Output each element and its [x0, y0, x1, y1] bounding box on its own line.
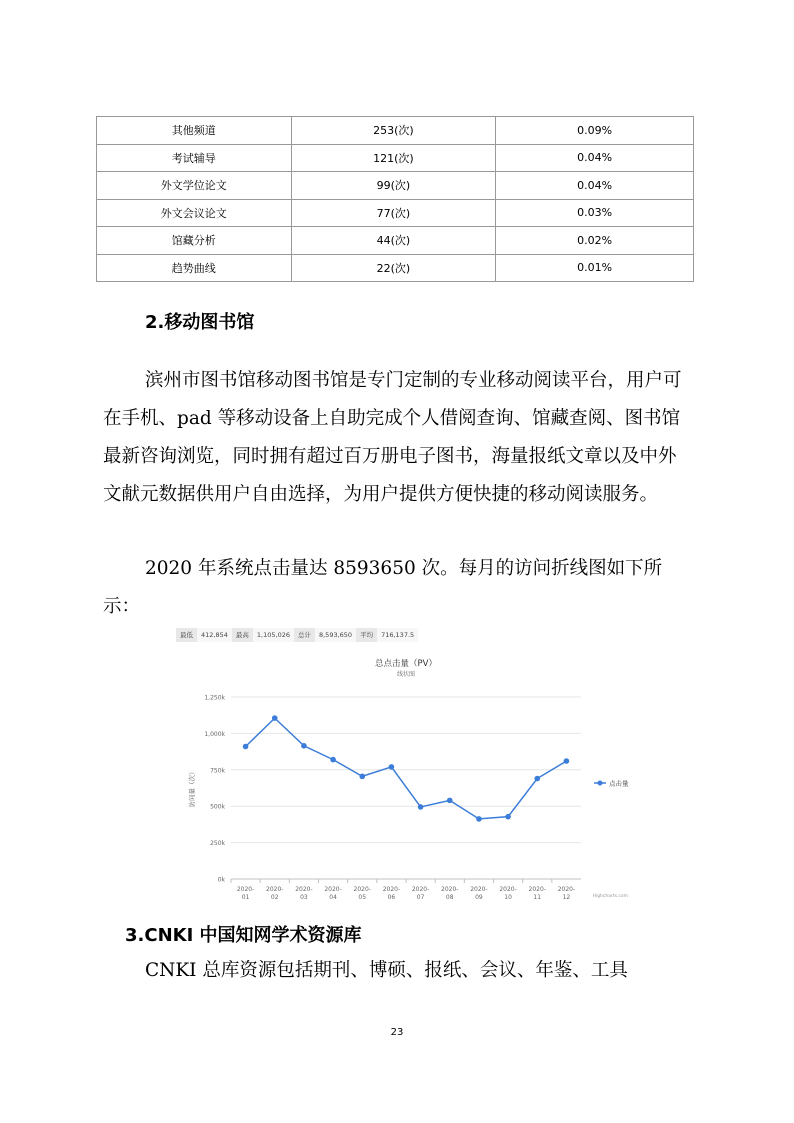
- data-point: [534, 776, 540, 782]
- x-tick-label: 2020-01: [236, 886, 255, 901]
- x-tick-label: 2020-12: [557, 886, 576, 901]
- x-tick-label: 2020-07: [411, 886, 430, 901]
- section2-paragraph: 滨州市图书馆移动图书馆是专门定制的专业移动阅读平台，用户可在手机、pad 等移动设备上自助完成个人借阅查询、馆藏查阅、图书馆最新咨询浏览，同时拥有超过百万册电子图书，海量报纸文章以及中外文献元数据供用户自由选择，为用户提供方便快捷的移动阅读服务。: [103, 370, 682, 505]
- cell-percent: 0.04%: [496, 172, 694, 200]
- legend-label: 点击量: [609, 779, 629, 788]
- y-tick-label: 0k: [217, 876, 225, 884]
- section3-heading: 3.CNKI 中国知网学术资源库: [125, 925, 362, 946]
- chart-container: [176, 627, 636, 902]
- cell-name: 其他频道: [97, 117, 292, 145]
- cell-count: 77(次): [291, 199, 496, 227]
- cell-count: 44(次): [291, 227, 496, 255]
- y-tick-label: 500k: [210, 803, 225, 811]
- summary-label: 最高: [232, 628, 253, 642]
- chart-title: 总点击量（PV）: [375, 659, 437, 669]
- chart-credit: Highcharts.com: [592, 894, 628, 899]
- summary-value: 412,854: [197, 628, 232, 642]
- cell-name: 外文学位论文: [97, 172, 292, 200]
- summary-value: 716,137.5: [377, 628, 418, 642]
- data-point: [476, 816, 482, 822]
- cell-name: 馆藏分析: [97, 227, 292, 255]
- summary-label: 平均: [356, 628, 377, 642]
- cell-percent: 0.03%: [496, 199, 694, 227]
- x-tick-label: 2020-06: [382, 886, 401, 901]
- cell-name: 外文会议论文: [97, 199, 292, 227]
- cell-percent: 0.01%: [496, 254, 694, 282]
- summary-value: 8,593,650: [315, 628, 356, 642]
- x-tick-label: 2020-11: [528, 886, 546, 901]
- table-row: [97, 117, 694, 145]
- legend-marker: [598, 781, 603, 786]
- data-point: [301, 743, 307, 749]
- data-point: [330, 757, 336, 763]
- x-tick-label: 2020-03: [295, 886, 313, 901]
- table-row: [97, 172, 694, 200]
- y-tick-label: 250k: [210, 840, 225, 848]
- table-row: [97, 199, 694, 227]
- x-tick-label: 2020-04: [324, 886, 342, 901]
- data-point: [243, 744, 249, 750]
- x-tick-label: 2020-05: [353, 886, 371, 901]
- data-point: [418, 804, 424, 810]
- cell-count: 99(次): [291, 172, 496, 200]
- cell-count: 253(次): [291, 117, 496, 145]
- x-tick-label: 2020-02: [266, 886, 284, 901]
- table-row: [97, 144, 694, 172]
- summary-bar: [176, 628, 418, 642]
- cell-percent: 0.04%: [496, 144, 694, 172]
- x-tick-label: 2020-10: [499, 886, 517, 901]
- table-row: [97, 227, 694, 255]
- cell-percent: 0.02%: [496, 227, 694, 255]
- table-row: [97, 254, 694, 282]
- cell-count: 121(次): [291, 144, 496, 172]
- cell-name: 趋势曲线: [97, 254, 292, 282]
- y-axis-title: 访问量（次）: [188, 768, 196, 808]
- cell-count: 22(次): [291, 254, 496, 282]
- data-point: [564, 758, 570, 764]
- section2-paragraph-2: 2020 年系统点击量达 8593650 次。每月的访问折线图如下所示：: [103, 558, 663, 617]
- summary-label: 最低: [176, 628, 197, 642]
- data-point: [359, 774, 365, 780]
- cell-percent: 0.09%: [496, 117, 694, 145]
- data-point: [505, 814, 511, 820]
- stats-table: [96, 116, 694, 282]
- section3-paragraph: CNKI 总库资源包括期刊、博硕、报纸、会议、年鉴、工具: [145, 960, 628, 981]
- chart-subtitle: 线状图: [396, 671, 416, 678]
- summary-value: 1,105,026: [253, 628, 294, 642]
- y-tick-label: 1,250k: [204, 694, 225, 702]
- section2-heading: 2.移动图书馆: [145, 312, 255, 333]
- cell-name: 考试辅导: [97, 144, 292, 172]
- summary-label: 总计: [294, 628, 315, 642]
- x-tick-label: 2020-09: [470, 886, 488, 901]
- y-tick-label: 750k: [210, 767, 225, 775]
- data-point: [447, 798, 453, 804]
- data-point: [272, 715, 278, 721]
- y-tick-label: 1,000k: [204, 730, 225, 738]
- line-chart: [176, 647, 636, 902]
- page-number: 23: [390, 1027, 404, 1038]
- data-point: [389, 764, 395, 770]
- x-tick-label: 2020-08: [441, 886, 459, 901]
